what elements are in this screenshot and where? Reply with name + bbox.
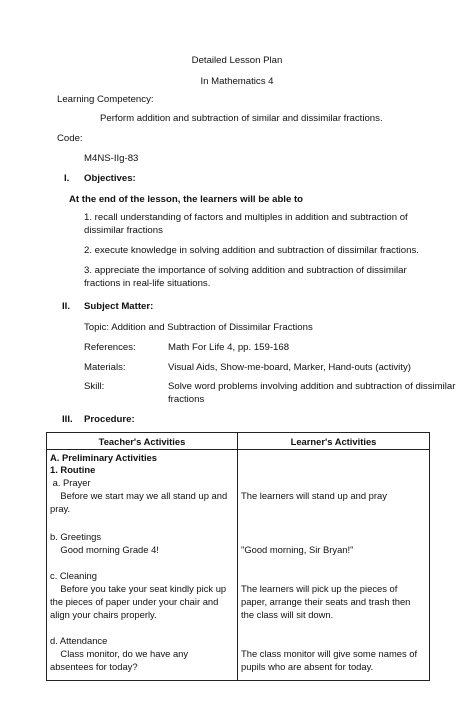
activities-table — [46, 432, 430, 681]
teacher-activity-line: pray. — [50, 503, 71, 514]
learner-activities-header: Learner's Activities — [238, 433, 430, 450]
subject-number: II. — [62, 301, 70, 312]
references-label: References: — [84, 342, 136, 353]
teacher-activity-line: the pieces of paper under your chair and — [50, 596, 219, 607]
learner-activity-line: The learners will pick up the pieces of — [241, 583, 398, 594]
competency-label: Learning Competency: — [57, 94, 154, 105]
procedure-heading: Procedure: — [84, 414, 135, 425]
teacher-activity-line: b. Greetings — [50, 531, 102, 542]
teacher-activity-line: d. Attendance — [50, 635, 108, 646]
learner-activity-line: The learners will stand up and pray — [241, 490, 387, 501]
teacher-activity-line: a. Prayer — [50, 477, 91, 488]
procedure-number: III. — [62, 414, 73, 425]
subject-heading: Subject Matter: — [84, 301, 154, 312]
references-value: Math For Life 4, pp. 159-168 — [168, 342, 290, 353]
objectives-number: I. — [64, 173, 70, 184]
learner-activity-line: "Good morning, Sir Bryan!" — [241, 544, 354, 555]
learner-activity-line: the class will sit down. — [241, 609, 334, 620]
teacher-activity-line: absentees for today? — [50, 661, 138, 672]
learner-activity-line: The class monitor will give some names of — [241, 648, 418, 659]
teacher-activity-line: 1. Routine — [50, 464, 96, 475]
materials-label: Materials: — [84, 362, 126, 373]
objectives-heading: Objectives: — [84, 173, 136, 184]
materials-value: Visual Aids, Show-me-board, Marker, Hand-outs (activity) — [168, 362, 411, 373]
code-value: M4NS-IIg-83 — [84, 153, 139, 164]
teacher-activities-cell — [47, 450, 238, 681]
objective-item-2-line-1: 2. execute knowledge in solving addition and subtraction of dissimilar fractions. — [84, 245, 419, 256]
document-title: Detailed Lesson Plan — [191, 55, 283, 66]
skill-value-line-1: Solve word problems involving addition and subtraction of dissimilar — [168, 381, 456, 392]
learner-activity-line: paper, arrange their seats and trash then — [241, 596, 411, 607]
objective-item-1-line-1: 1. recall understanding of factors and multiples in addition and subtraction of — [84, 212, 408, 223]
objective-item-3-line-2: fractions in real-life situations. — [84, 278, 211, 289]
learner-activities-cell — [238, 450, 430, 681]
teacher-activity-line: align your chairs properly. — [50, 609, 157, 620]
teacher-activity-line: Class monitor, do we have any — [50, 648, 189, 659]
activities-row — [47, 450, 430, 681]
skill-label: Skill: — [84, 381, 105, 392]
subject-topic: Topic: Addition and Subtraction of Dissimilar Fractions — [84, 322, 313, 333]
learner-activity-line: pupils who are absent for today. — [241, 661, 374, 672]
objective-item-3-line-1: 3. appreciate the importance of solving addition and subtraction of dissimilar — [84, 265, 407, 276]
competency-text: Perform addition and subtraction of similar and dissimilar fractions. — [100, 113, 383, 124]
document-subtitle: In Mathematics 4 — [200, 76, 274, 87]
teacher-activity-line: Before you take your seat kindly pick up — [50, 583, 227, 594]
objectives-intro: At the end of the lesson, the learners will be able to — [69, 194, 304, 205]
teacher-activity-line: c. Cleaning — [50, 570, 97, 581]
teacher-activity-line: Good morning Grade 4! — [50, 544, 159, 555]
teacher-activity-line: Before we start may we all stand up and — [50, 490, 228, 501]
teacher-activities-header: Teacher's Activities — [47, 433, 238, 450]
teacher-activity-line: A. Preliminary Activities — [50, 452, 157, 463]
objective-item-1-line-2: dissimilar fractions — [84, 225, 163, 236]
activities-header-row — [47, 433, 430, 450]
skill-value-line-2: fractions — [168, 394, 205, 405]
code-label: Code: — [57, 133, 83, 144]
